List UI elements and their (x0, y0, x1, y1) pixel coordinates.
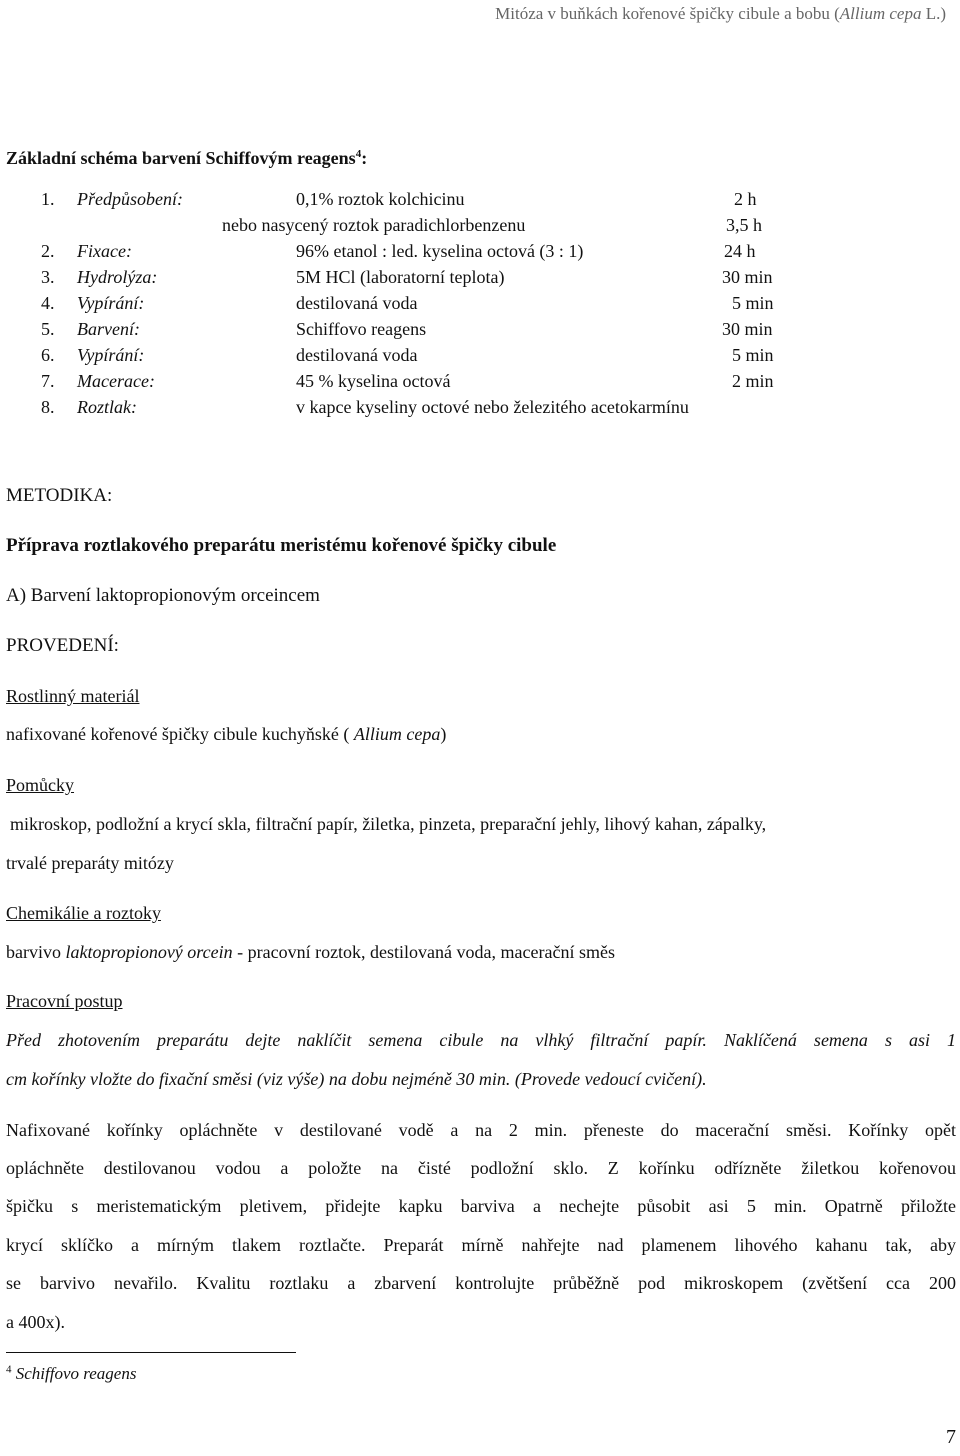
metodika-heading: METODIKA: (6, 485, 113, 506)
step-number: 2. (41, 241, 55, 261)
footnote (6, 1364, 136, 1384)
step-number: 7. (41, 371, 55, 391)
material-text-before: nafixované kořenové špičky cibule kuchyňské ( (6, 724, 354, 744)
schiff-heading (6, 148, 367, 169)
header-title-prefix: Mitóza v buňkách kořenové špičky cibule a bobu ( (495, 4, 840, 23)
postup-line: krycí sklíčko a mírným tlakem roztlačte. Preparát mírně nahřejte nad plamenem lihového kahanu tak, aby (6, 1235, 956, 1255)
step-description: destilovaná voda (296, 293, 418, 313)
step-number: 4. (41, 293, 55, 313)
step-description: 45 % kyselina octová (296, 371, 451, 391)
step-description: 5M HCl (laboratorní teplota) (296, 267, 505, 287)
header-title-italic: Allium cepa (839, 4, 922, 23)
schiff-heading-text: Základní schéma barvení Schiffovým reagens (6, 148, 356, 168)
step-time: 24 h (724, 241, 756, 261)
postup-line: opláchněte destilovanou vodou a položte na čisté podložní sklo. Z kořínku odřízněte žiletkou kořenovou (6, 1158, 956, 1178)
chemikalie-text-italic: laktopropionový orcein (65, 942, 233, 962)
step-number: 5. (41, 319, 55, 339)
step-name: Barvení: (77, 319, 140, 339)
material-text-after: ) (440, 724, 447, 744)
step-name: Macerace: (77, 371, 155, 391)
step-description: Schiffovo reagens (296, 319, 427, 339)
step-description: v kapce kyseliny octové nebo železitého acetokarmínu (296, 397, 689, 417)
step-time: 5 min (732, 293, 774, 313)
step-time: 2 h (734, 189, 757, 209)
material-label: Rostlinný materiál (6, 686, 140, 706)
section-a-heading: A) Barvení laktopropionovým orceincem (6, 585, 320, 606)
step-time: 30 min (722, 319, 773, 339)
step-time: 3,5 h (726, 215, 762, 235)
step-time: 30 min (722, 267, 773, 287)
postup-label: Pracovní postup (6, 991, 123, 1011)
step-description: 96% etanol : led. kyselina octová (3 : 1) (296, 241, 584, 261)
step-description: 0,1% roztok kolchicinu (296, 189, 465, 209)
preparation-subheading: Příprava roztlakového preparátu meristému kořenové špičky cibule (6, 535, 557, 556)
schiff-heading-colon: : (361, 148, 368, 168)
page-number: 7 (946, 1426, 956, 1448)
step-name: Fixace: (77, 241, 132, 261)
chemikalie-text (6, 942, 615, 963)
schiff-heading-footnote-ref: 4 (355, 148, 362, 160)
running-header (495, 4, 946, 24)
chemikalie-text-before: barvivo (6, 942, 66, 962)
step-description: destilovaná voda (296, 345, 418, 365)
step-number: 8. (41, 397, 55, 417)
step-time: 5 min (732, 345, 774, 365)
step-name: Předpůsobení: (77, 189, 183, 209)
step-number: 3. (41, 267, 55, 287)
header-title-suffix: L.) (921, 4, 946, 23)
footnote-text: Schiffovo reagens (15, 1364, 137, 1383)
pomucky-label: Pomůcky (6, 775, 75, 795)
step-name: Vypírání: (77, 293, 145, 313)
material-text (6, 724, 446, 745)
chemikalie-label: Chemikálie a roztoky (6, 903, 161, 923)
postup-line: špičku s meristematickým pletivem, přidejte kapku barviva a nechejte působit asi 5 min. Opatrně přiložte (6, 1196, 956, 1216)
step-name: Vypírání: (77, 345, 145, 365)
postup-last-line: a 400x). (6, 1312, 65, 1332)
step-name: Roztlak: (77, 397, 137, 417)
chemikalie-text-after: - pracovní roztok, destilovaná voda, macerační směs (232, 942, 615, 962)
pomucky-line-2: trvalé preparáty mitózy (6, 853, 174, 873)
step-number: 6. (41, 345, 55, 365)
footnote-number: 4 (6, 1363, 12, 1376)
material-text-italic: Allium cepa (353, 724, 441, 744)
step-description: nebo nasycený roztok paradichlorbenzenu (222, 215, 526, 235)
postup-line: Nafixované kořínky opláchněte v destilované vodě a na 2 min. přeneste do macerační směsi. Kořínky opět (6, 1120, 956, 1140)
step-name: Hydrolýza: (77, 267, 158, 287)
step-number: 1. (41, 189, 55, 209)
provedeni-heading: PROVEDENÍ: (6, 635, 119, 656)
pomucky-line-1: mikroskop, podložní a krycí skla, filtrační papír, žiletka, pinzeta, preparační jehly, lihový kahan, zápalky, (10, 814, 767, 834)
postup-line: se barvivo nevařilo. Kvalitu roztlaku a zbarvení kontrolujte průběžně pod mikroskopem (zvětšení cca 200 (6, 1273, 956, 1293)
postup-italic-line-2: cm kořínky vložte do fixační směsi (viz výše) na dobu nejméně 30 min. (Provede vedoucí cvičení). (6, 1069, 707, 1089)
step-time: 2 min (732, 371, 774, 391)
footnote-divider (6, 1352, 296, 1353)
postup-italic-line-1: Před zhotovením preparátu dejte naklíčit semena cibule na vlhký filtrační papír. Naklíčená semena s asi 1 (6, 1030, 956, 1050)
